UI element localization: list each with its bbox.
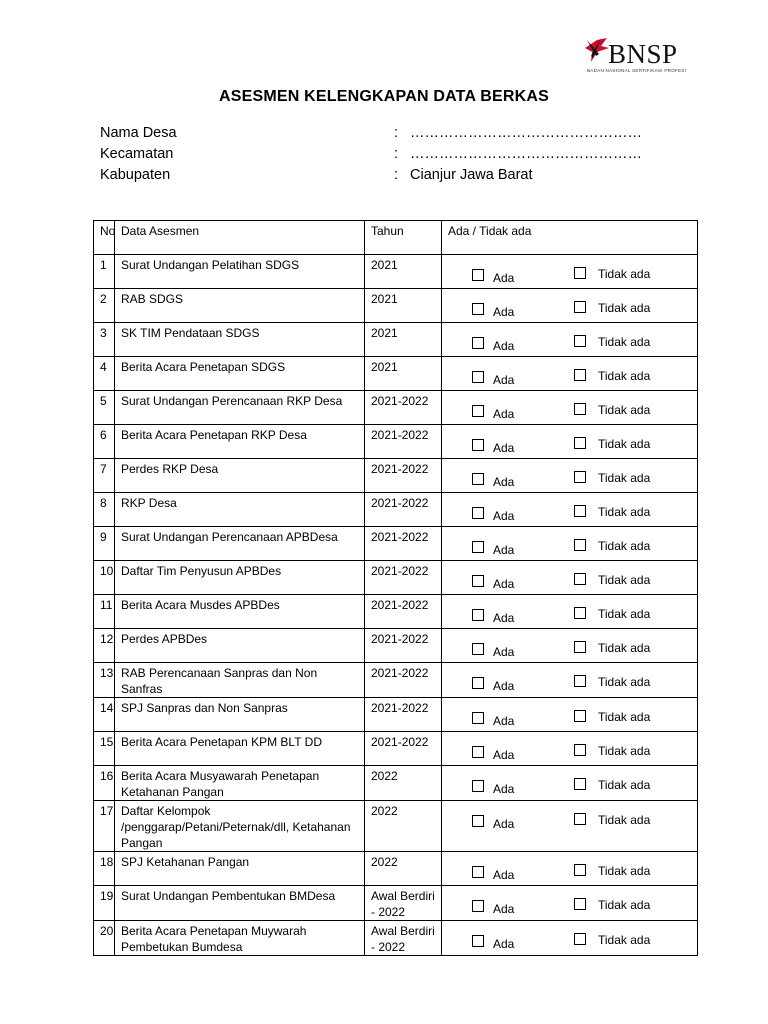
table-row: [94, 391, 698, 425]
ada-label: Ada: [493, 441, 515, 455]
info-colon: :: [394, 125, 399, 141]
tidak-ada-checkbox[interactable]: [574, 933, 586, 945]
cell-ada-tidak-ada: [442, 255, 698, 289]
cell-no: 16: [94, 766, 115, 801]
ada-option: [472, 707, 514, 729]
cell-no: 7: [94, 459, 115, 493]
tidak-ada-option: [574, 400, 650, 418]
table-row: [94, 323, 698, 357]
ada-label: Ada: [493, 817, 515, 831]
cell-data-asesmen: Berita Acara Penetapan Muywarah Pembetukan Bumdesa: [115, 921, 365, 956]
ada-checkbox[interactable]: [472, 643, 484, 655]
ada-option: [472, 434, 514, 456]
table-row: [94, 663, 698, 698]
ada-checkbox[interactable]: [472, 712, 484, 724]
tidak-ada-option: [574, 775, 650, 793]
ada-option: [472, 741, 514, 763]
cell-no: 4: [94, 357, 115, 391]
table-row: [94, 561, 698, 595]
tidak-ada-option: [574, 366, 650, 384]
tidak-ada-option: [574, 332, 650, 350]
ada-option: [472, 400, 514, 422]
cell-no: 9: [94, 527, 115, 561]
cell-data-asesmen: Perdes RKP Desa: [115, 459, 365, 493]
cell-data-asesmen: Daftar Kelompok /penggarap/Petani/Peternak/dll, Ketahanan Pangan: [115, 801, 365, 852]
tidak-ada-option: [574, 468, 650, 486]
tidak-ada-label: Tidak ada: [598, 864, 651, 878]
cell-data-asesmen: SPJ Sanpras dan Non Sanpras: [115, 698, 365, 732]
table-row: [94, 852, 698, 886]
tidak-ada-label: Tidak ada: [598, 933, 651, 947]
ada-checkbox[interactable]: [472, 541, 484, 553]
ada-label: Ada: [493, 339, 515, 353]
ada-checkbox[interactable]: [472, 815, 484, 827]
ada-option: [472, 930, 514, 952]
tidak-ada-option: [574, 638, 650, 656]
info-value: …………………………………………: [410, 125, 642, 141]
tidak-ada-checkbox[interactable]: [574, 267, 586, 279]
cell-tahun: Awal Berdiri - 2022: [365, 921, 442, 956]
ada-checkbox[interactable]: [472, 405, 484, 417]
tidak-ada-option: [574, 930, 650, 948]
info-row-nama-desa: [100, 123, 700, 144]
ada-option: [472, 895, 514, 917]
cell-ada-tidak-ada: [442, 886, 698, 921]
cell-no: 12: [94, 629, 115, 663]
ada-option: [472, 264, 514, 286]
cell-no: 15: [94, 732, 115, 766]
cell-data-asesmen: Berita Acara Penetapan KPM BLT DD: [115, 732, 365, 766]
tidak-ada-option: [574, 570, 650, 588]
cell-data-asesmen: Berita Acara Penetapan SDGS: [115, 357, 365, 391]
ada-option: [472, 366, 514, 388]
cell-ada-tidak-ada: [442, 732, 698, 766]
cell-tahun: 2021-2022: [365, 493, 442, 527]
tidak-ada-option: [574, 810, 650, 828]
info-label: Nama Desa: [100, 125, 177, 141]
ada-label: Ada: [493, 577, 515, 591]
cell-ada-tidak-ada: [442, 801, 698, 852]
cell-tahun: 2022: [365, 766, 442, 801]
cell-no: 17: [94, 801, 115, 852]
ada-option: [472, 298, 514, 320]
ada-checkbox[interactable]: [472, 371, 484, 383]
tidak-ada-checkbox[interactable]: [574, 744, 586, 756]
ada-option: [472, 810, 514, 832]
cell-data-asesmen: Daftar Tim Penyusun APBDes: [115, 561, 365, 595]
tidak-ada-label: Tidak ada: [598, 505, 651, 519]
cell-ada-tidak-ada: [442, 852, 698, 886]
tidak-ada-checkbox[interactable]: [574, 403, 586, 415]
cell-ada-tidak-ada: [442, 561, 698, 595]
cell-data-asesmen: Surat Undangan Pelatihan SDGS: [115, 255, 365, 289]
ada-label: Ada: [493, 782, 515, 796]
cell-ada-tidak-ada: [442, 391, 698, 425]
ada-checkbox[interactable]: [472, 303, 484, 315]
tidak-ada-label: Tidak ada: [598, 267, 651, 281]
table-row: [94, 255, 698, 289]
ada-checkbox[interactable]: [472, 337, 484, 349]
ada-option: [472, 861, 514, 883]
cell-tahun: 2021: [365, 255, 442, 289]
tidak-ada-label: Tidak ada: [598, 710, 651, 724]
cell-no: 14: [94, 698, 115, 732]
tidak-ada-option: [574, 895, 650, 913]
cell-tahun: 2021-2022: [365, 595, 442, 629]
cell-data-asesmen: RKP Desa: [115, 493, 365, 527]
ada-option: [472, 502, 514, 524]
tidak-ada-label: Tidak ada: [598, 675, 651, 689]
cell-ada-tidak-ada: [442, 357, 698, 391]
cell-data-asesmen: Berita Acara Musdes APBDes: [115, 595, 365, 629]
ada-checkbox[interactable]: [472, 269, 484, 281]
table-header-row: [94, 221, 698, 255]
cell-tahun: 2021: [365, 289, 442, 323]
bnsp-emblem-icon: [583, 36, 611, 66]
tidak-ada-checkbox[interactable]: [574, 573, 586, 585]
cell-ada-tidak-ada: [442, 766, 698, 801]
tidak-ada-checkbox[interactable]: [574, 437, 586, 449]
tidak-ada-checkbox[interactable]: [574, 813, 586, 825]
tidak-ada-checkbox[interactable]: [574, 898, 586, 910]
ada-checkbox[interactable]: [472, 439, 484, 451]
header-no: No: [94, 221, 115, 255]
cell-tahun: 2021-2022: [365, 629, 442, 663]
cell-no: 13: [94, 663, 115, 698]
cell-data-asesmen: Surat Undangan Pembentukan BMDesa: [115, 886, 365, 921]
tidak-ada-label: Tidak ada: [598, 813, 651, 827]
cell-data-asesmen: SK TIM Pendataan SDGS: [115, 323, 365, 357]
ada-label: Ada: [493, 868, 515, 882]
ada-checkbox[interactable]: [472, 507, 484, 519]
tidak-ada-checkbox[interactable]: [574, 607, 586, 619]
cell-ada-tidak-ada: [442, 323, 698, 357]
table-row: [94, 732, 698, 766]
tidak-ada-checkbox[interactable]: [574, 335, 586, 347]
cell-no: 5: [94, 391, 115, 425]
cell-no: 1: [94, 255, 115, 289]
ada-label: Ada: [493, 937, 515, 951]
cell-no: 11: [94, 595, 115, 629]
tidak-ada-option: [574, 264, 650, 282]
logo-subtitle: BADAN NASIONAL SERTIFIKASI PROFESI: [587, 68, 687, 73]
ada-checkbox[interactable]: [472, 473, 484, 485]
ada-checkbox[interactable]: [472, 935, 484, 947]
tidak-ada-option: [574, 861, 650, 879]
info-label: Kabupaten: [100, 167, 171, 183]
tidak-ada-checkbox[interactable]: [574, 539, 586, 551]
info-row-kabupaten: [100, 165, 700, 186]
info-value: Cianjur Jawa Barat: [410, 167, 533, 183]
cell-ada-tidak-ada: [442, 459, 698, 493]
table-row: [94, 425, 698, 459]
info-label: Kecamatan: [100, 146, 174, 162]
tidak-ada-label: Tidak ada: [598, 641, 651, 655]
ada-label: Ada: [493, 407, 515, 421]
tidak-ada-checkbox[interactable]: [574, 505, 586, 517]
cell-no: 18: [94, 852, 115, 886]
cell-ada-tidak-ada: [442, 289, 698, 323]
tidak-ada-label: Tidak ada: [598, 403, 651, 417]
cell-tahun: 2021-2022: [365, 732, 442, 766]
info-row-kecamatan: [100, 144, 700, 165]
cell-ada-tidak-ada: [442, 493, 698, 527]
ada-label: Ada: [493, 373, 515, 387]
ada-option: [472, 775, 514, 797]
tidak-ada-label: Tidak ada: [598, 539, 651, 553]
cell-tahun: 2021-2022: [365, 459, 442, 493]
ada-option: [472, 332, 514, 354]
cell-ada-tidak-ada: [442, 595, 698, 629]
tidak-ada-checkbox[interactable]: [574, 710, 586, 722]
ada-option: [472, 468, 514, 490]
asesmen-table: [93, 220, 698, 956]
ada-label: Ada: [493, 679, 515, 693]
info-colon: :: [394, 146, 399, 162]
cell-tahun: Awal Berdiri - 2022: [365, 886, 442, 921]
cell-ada-tidak-ada: [442, 425, 698, 459]
ada-checkbox[interactable]: [472, 609, 484, 621]
header-tahun: Tahun: [365, 221, 442, 255]
info-colon: :: [394, 167, 399, 183]
cell-tahun: 2021-2022: [365, 698, 442, 732]
tidak-ada-label: Tidak ada: [598, 369, 651, 383]
tidak-ada-label: Tidak ada: [598, 437, 651, 451]
ada-checkbox[interactable]: [472, 746, 484, 758]
ada-option: [472, 604, 514, 626]
ada-label: Ada: [493, 543, 515, 557]
tidak-ada-option: [574, 536, 650, 554]
table-row: [94, 459, 698, 493]
tidak-ada-option: [574, 298, 650, 316]
tidak-ada-option: [574, 672, 650, 690]
ada-label: Ada: [493, 714, 515, 728]
cell-tahun: 2021-2022: [365, 527, 442, 561]
tidak-ada-checkbox[interactable]: [574, 301, 586, 313]
cell-tahun: 2021-2022: [365, 425, 442, 459]
tidak-ada-option: [574, 434, 650, 452]
cell-data-asesmen: RAB SDGS: [115, 289, 365, 323]
cell-tahun: 2021-2022: [365, 561, 442, 595]
cell-no: 8: [94, 493, 115, 527]
cell-tahun: 2022: [365, 852, 442, 886]
header-ada-tidak-ada: Ada / Tidak ada: [442, 221, 698, 255]
cell-no: 2: [94, 289, 115, 323]
ada-option: [472, 536, 514, 558]
tidak-ada-checkbox[interactable]: [574, 471, 586, 483]
cell-ada-tidak-ada: [442, 921, 698, 956]
header-data-asesmen: Data Asesmen: [115, 221, 365, 255]
table-row: [94, 766, 698, 801]
tidak-ada-option: [574, 604, 650, 622]
logo-text: BNSP: [608, 39, 678, 69]
ada-label: Ada: [493, 305, 515, 319]
ada-label: Ada: [493, 902, 515, 916]
ada-option: [472, 672, 514, 694]
cell-no: 19: [94, 886, 115, 921]
table-row: [94, 921, 698, 956]
ada-checkbox[interactable]: [472, 900, 484, 912]
table-row: [94, 357, 698, 391]
tidak-ada-label: Tidak ada: [598, 744, 651, 758]
table-row: [94, 801, 698, 852]
table-body: [94, 255, 698, 956]
ada-label: Ada: [493, 645, 515, 659]
cell-ada-tidak-ada: [442, 629, 698, 663]
cell-data-asesmen: RAB Perencanaan Sanpras dan Non Sanfras: [115, 663, 365, 698]
bnsp-logo: [583, 36, 693, 78]
ada-option: [472, 638, 514, 660]
info-block: [100, 123, 700, 186]
tidak-ada-checkbox[interactable]: [574, 675, 586, 687]
tidak-ada-label: Tidak ada: [598, 898, 651, 912]
tidak-ada-checkbox[interactable]: [574, 778, 586, 790]
tidak-ada-label: Tidak ada: [598, 607, 651, 621]
tidak-ada-checkbox[interactable]: [574, 369, 586, 381]
table-row: [94, 698, 698, 732]
cell-tahun: 2021: [365, 323, 442, 357]
table-row: [94, 289, 698, 323]
cell-tahun: 2021-2022: [365, 663, 442, 698]
ada-checkbox[interactable]: [472, 780, 484, 792]
ada-label: Ada: [493, 509, 515, 523]
document-title: ASESMEN KELENGKAPAN DATA BERKAS: [218, 88, 550, 105]
table-row: [94, 527, 698, 561]
cell-ada-tidak-ada: [442, 663, 698, 698]
tidak-ada-option: [574, 741, 650, 759]
cell-tahun: 2022: [365, 801, 442, 852]
table-row: [94, 595, 698, 629]
tidak-ada-option: [574, 707, 650, 725]
cell-data-asesmen: SPJ Ketahanan Pangan: [115, 852, 365, 886]
cell-data-asesmen: Berita Acara Musyawarah Penetapan Ketahanan Pangan: [115, 766, 365, 801]
tidak-ada-label: Tidak ada: [598, 471, 651, 485]
cell-no: 20: [94, 921, 115, 956]
cell-ada-tidak-ada: [442, 527, 698, 561]
cell-data-asesmen: Surat Undangan Perencanaan APBDesa: [115, 527, 365, 561]
tidak-ada-label: Tidak ada: [598, 778, 651, 792]
tidak-ada-label: Tidak ada: [598, 573, 651, 587]
ada-checkbox[interactable]: [472, 677, 484, 689]
cell-no: 10: [94, 561, 115, 595]
cell-data-asesmen: Perdes APBDes: [115, 629, 365, 663]
tidak-ada-checkbox[interactable]: [574, 641, 586, 653]
ada-label: Ada: [493, 748, 515, 762]
ada-label: Ada: [493, 475, 515, 489]
tidak-ada-option: [574, 502, 650, 520]
ada-checkbox[interactable]: [472, 866, 484, 878]
table-row: [94, 493, 698, 527]
table-row: [94, 886, 698, 921]
ada-label: Ada: [493, 611, 515, 625]
tidak-ada-label: Tidak ada: [598, 335, 651, 349]
ada-checkbox[interactable]: [472, 575, 484, 587]
cell-data-asesmen: Berita Acara Penetapan RKP Desa: [115, 425, 365, 459]
cell-data-asesmen: Surat Undangan Perencanaan RKP Desa: [115, 391, 365, 425]
cell-tahun: 2021: [365, 357, 442, 391]
info-value: …………………………………………: [410, 146, 642, 162]
cell-no: 3: [94, 323, 115, 357]
table-row: [94, 629, 698, 663]
tidak-ada-label: Tidak ada: [598, 301, 651, 315]
tidak-ada-checkbox[interactable]: [574, 864, 586, 876]
cell-no: 6: [94, 425, 115, 459]
cell-tahun: 2021-2022: [365, 391, 442, 425]
cell-ada-tidak-ada: [442, 698, 698, 732]
ada-label: Ada: [493, 271, 515, 285]
ada-option: [472, 570, 514, 592]
